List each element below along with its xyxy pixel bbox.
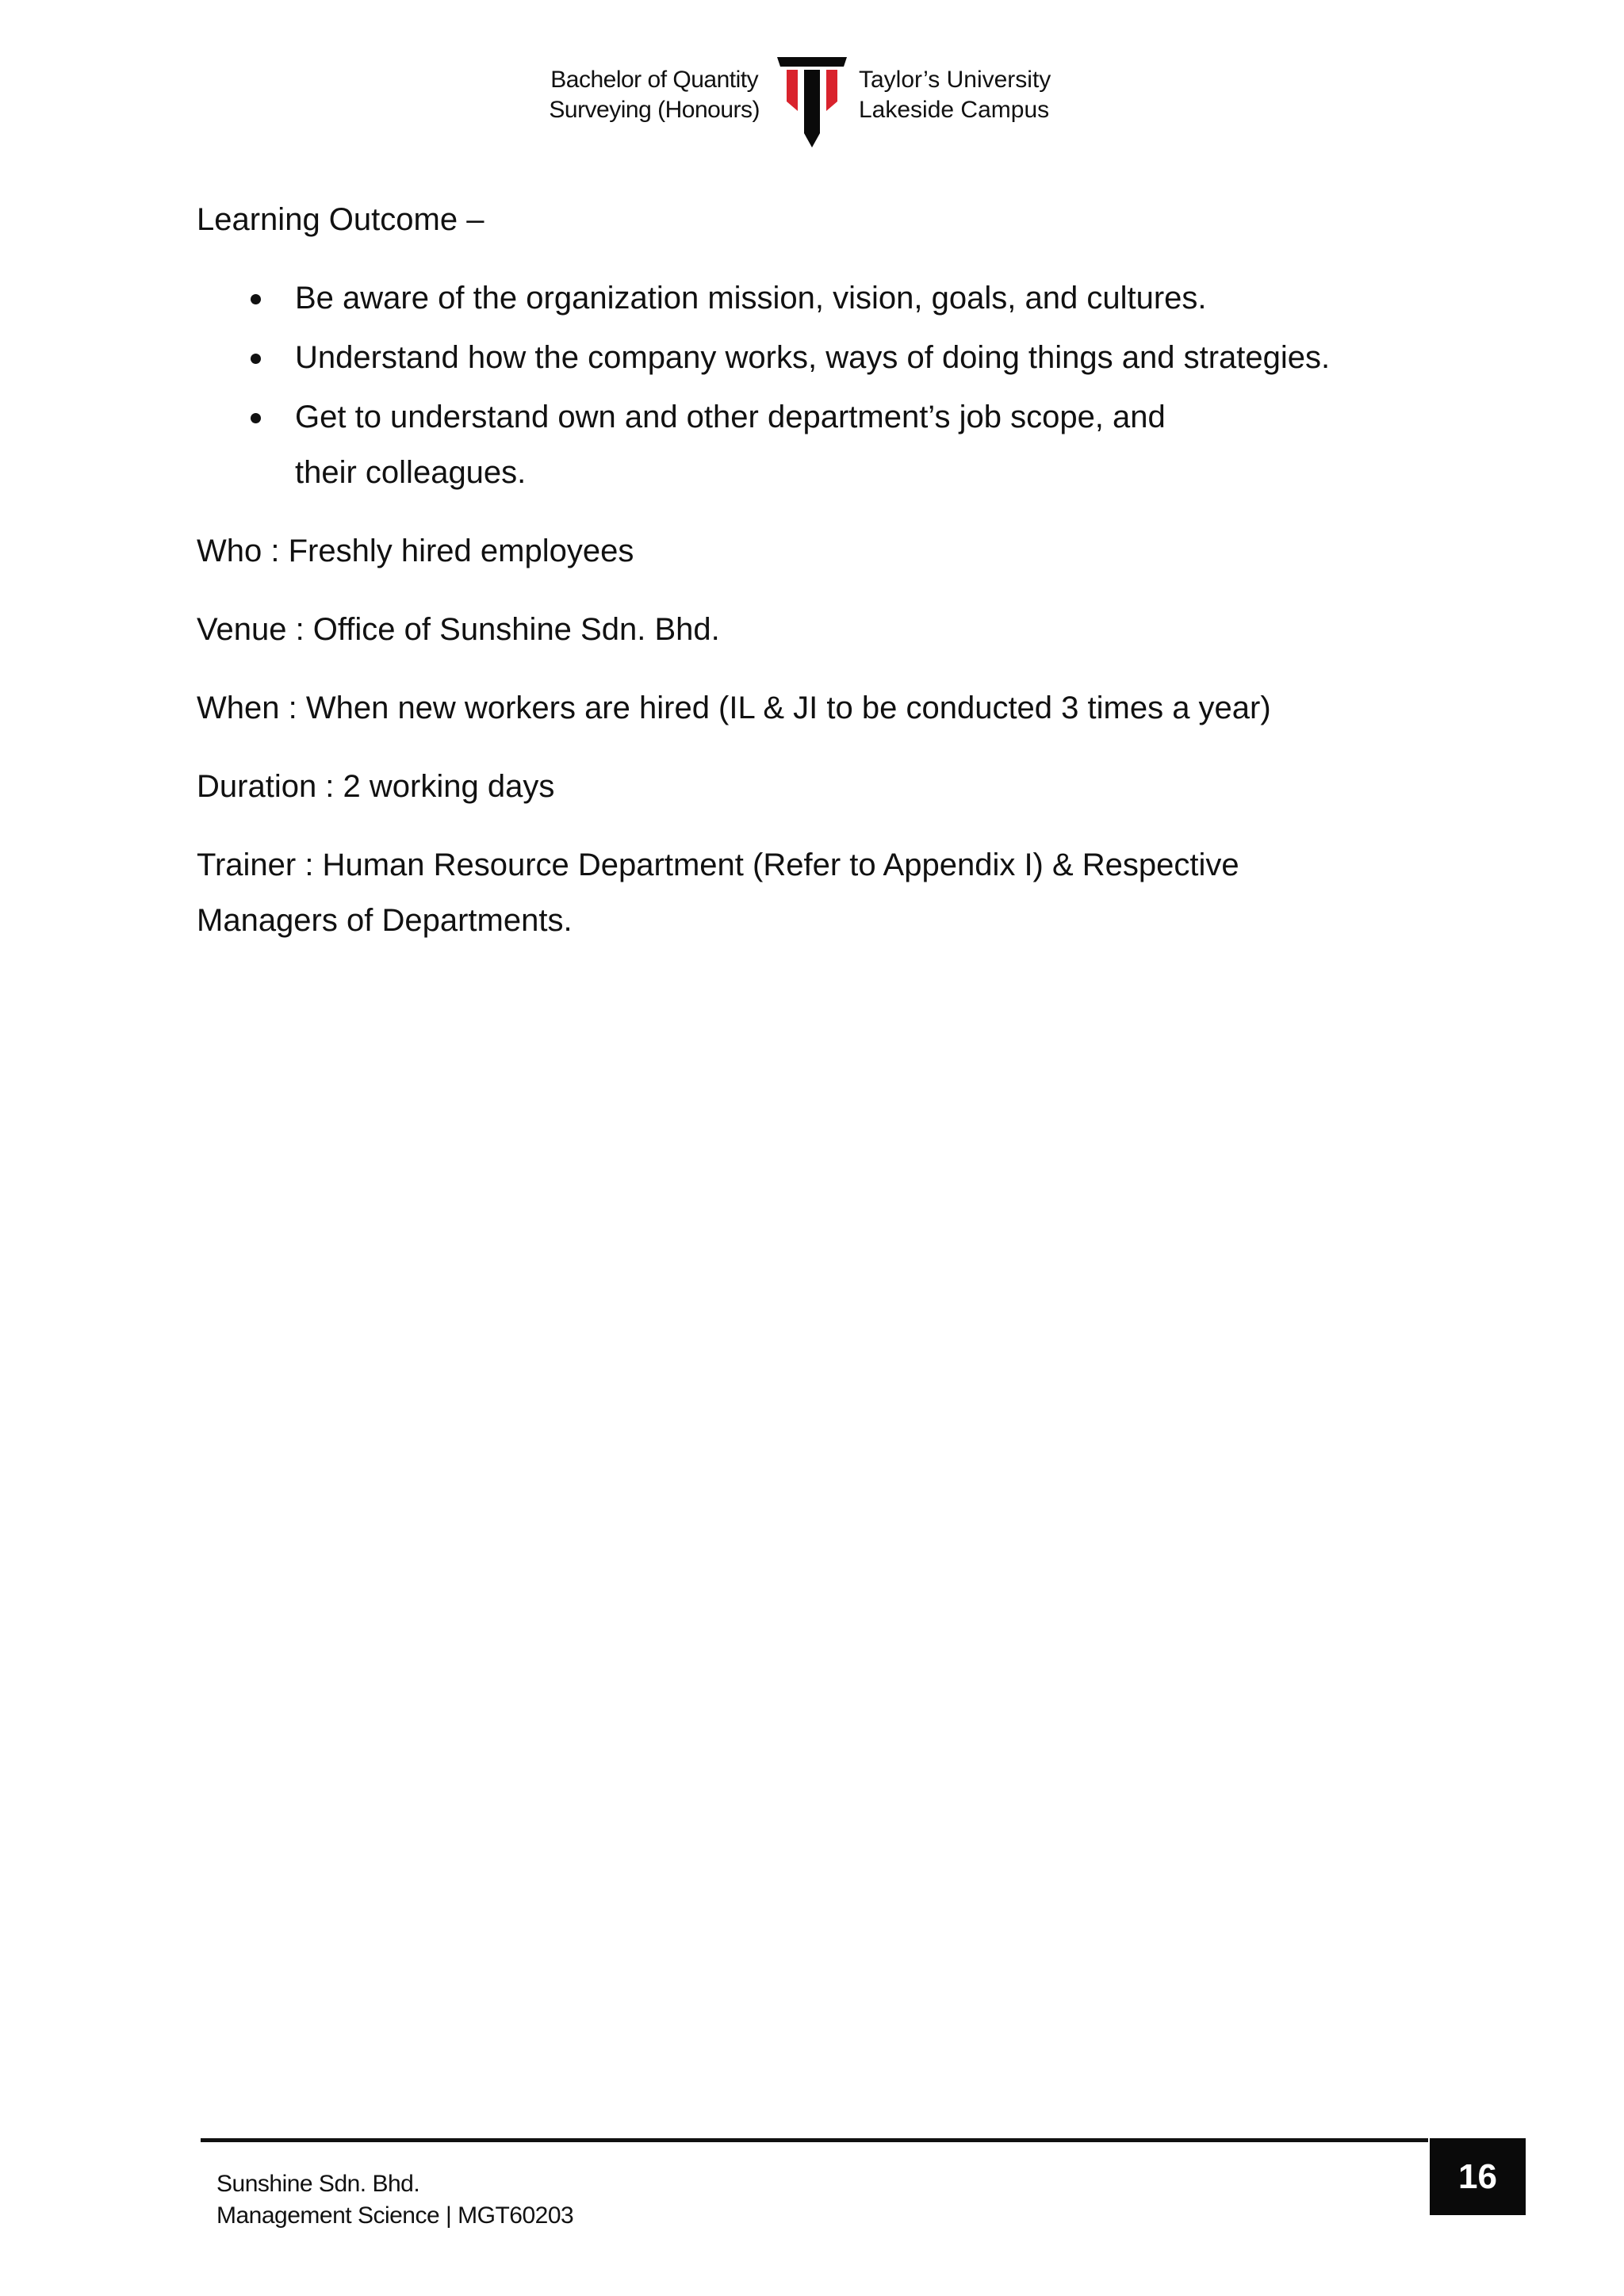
who-line: Who : Freshly hired employees [197,534,634,568]
venue-line: Venue : Office of Sunshine Sdn. Bhd. [197,612,720,647]
page-number: 16 [1430,2138,1526,2215]
university-logo-icon [776,55,848,149]
program-title [549,65,760,125]
footer-course: Management Science | MGT60203 [216,2202,574,2229]
trainer-line: Trainer : Human Resource Department (Refer to Appendix I) & Respective Managers of Departments. [197,848,1239,938]
learning-outcome-heading: Learning Outcome – [197,202,485,237]
footer-company: Sunshine Sdn. Bhd. [216,2171,420,2197]
page-header [0,55,1624,159]
university-line-2: Lakeside Campus [859,97,1050,123]
university-line-1: Taylor’s University [859,67,1051,93]
program-line-2: Surveying (Honours) [549,97,760,123]
page-footer [216,2168,573,2232]
duration-line: Duration : 2 working days [197,769,555,804]
learning-outcome-list [197,270,1418,500]
bullet-icon [251,354,261,364]
program-line-1: Bachelor of Quantity [550,67,759,93]
list-item-text: Be aware of the organization mission, vision, goals, and cultures. [295,281,1207,316]
bullet-icon [251,294,261,304]
page-content [197,192,1418,971]
bullet-icon [251,413,261,423]
university-name [859,65,1051,125]
list-item [197,270,1418,326]
list-item [197,330,1418,385]
list-item-text: Get to understand own and other department’s job scope, and their colleagues. [295,400,1166,490]
list-item-text: Understand how the company works, ways of doing things and strategies. [295,340,1331,375]
footer-divider [201,2138,1428,2142]
list-item [197,389,1418,500]
when-line: When : When new workers are hired (IL & JI to be conducted 3 times a year) [197,691,1271,725]
